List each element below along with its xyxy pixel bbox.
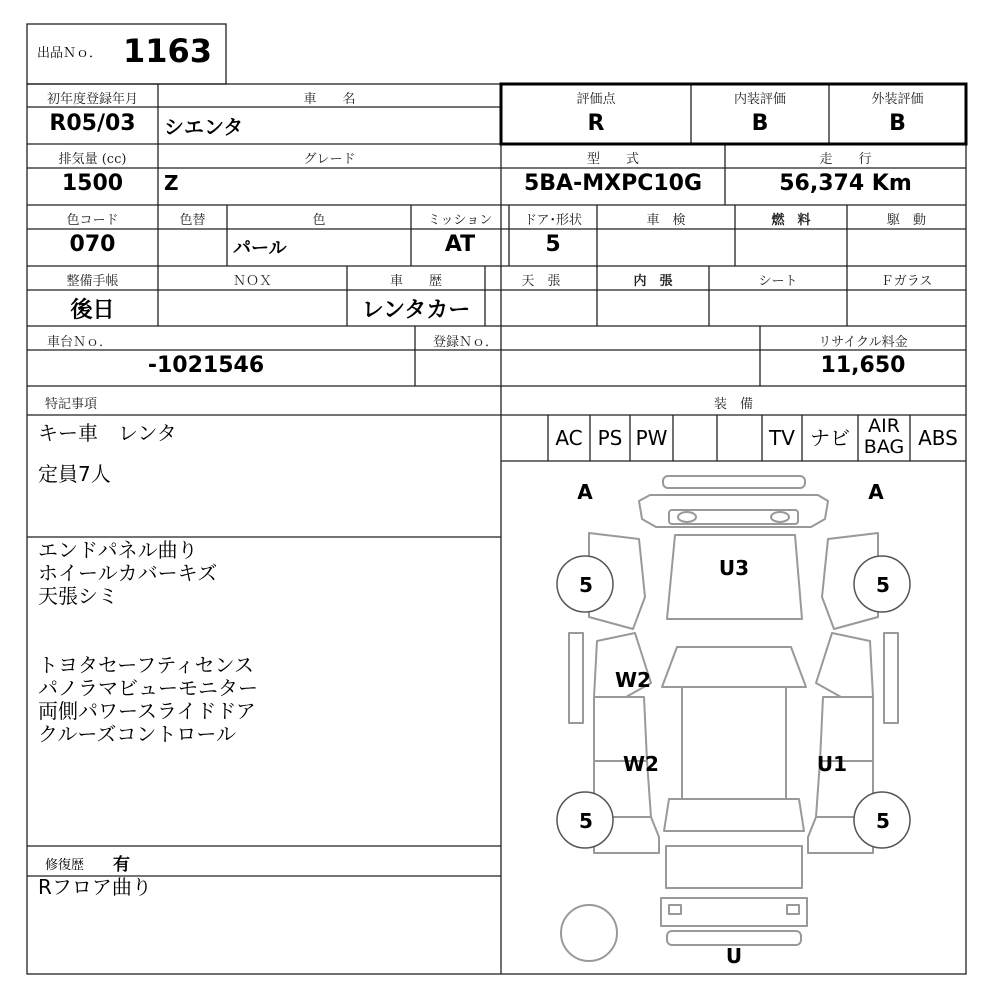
equipment-item-abs: ABS (918, 426, 958, 450)
repaint-label: 色替 (179, 213, 206, 228)
nox-cell (158, 266, 347, 326)
first-reg-label: 初年度登録年月 (46, 92, 138, 107)
roof (682, 687, 786, 799)
rear-bumper (661, 898, 807, 926)
registration-cell (415, 326, 760, 386)
rear-window (664, 799, 804, 831)
mark-wheel-fl: 5 (579, 573, 593, 597)
displacement-cell (27, 144, 158, 205)
notes-feature-3: 両側パワースライドドア (38, 699, 256, 723)
color-cell (227, 205, 411, 266)
recycle-fee-value: 11,650 (820, 353, 906, 378)
color-label: 色 (312, 213, 326, 228)
chassis-value: -1021546 (147, 353, 265, 378)
rear-bumper-bottom (667, 931, 801, 945)
front-glass-cell (847, 266, 966, 326)
inspection-label: 車 検 (646, 213, 686, 228)
mark-wheel-fr: 5 (876, 573, 890, 597)
rear-light-right (787, 905, 799, 914)
model-label: 型 式 (586, 152, 639, 167)
lot-label: 出品Ｎｏ． (37, 46, 103, 61)
car-diagram (501, 461, 966, 974)
service-record-cell (27, 266, 158, 326)
headliner-cell (485, 266, 597, 326)
right-mirror (884, 633, 898, 723)
mark-front-left-a: A (577, 480, 593, 504)
model-cell (501, 144, 725, 205)
score-label: 評価点 (576, 92, 616, 107)
mileage-cell (725, 144, 966, 205)
front-bumper-top (663, 476, 805, 488)
transmission-cell (411, 205, 509, 266)
repaint-cell (158, 205, 227, 266)
equipment-item-ac: AC (555, 426, 583, 450)
score-cell (501, 84, 691, 144)
grade-label: グレード (303, 152, 356, 167)
notes-label: 特記事項 (45, 397, 98, 412)
color-code-cell (27, 205, 158, 266)
rear-light-left (669, 905, 681, 914)
mark-front-door-left-w2: W2 (615, 668, 651, 692)
notes-header (27, 386, 501, 415)
first-reg-value: R05/03 (49, 111, 136, 136)
left-mirror (569, 633, 583, 723)
repair-value: 有 (113, 855, 130, 875)
drive-label: 駆 動 (886, 213, 926, 228)
fuel-cell (735, 205, 847, 266)
interior-score-value: B (751, 111, 769, 136)
notes-feature-1: トヨタセーフティセンス (38, 653, 254, 677)
grade-cell (158, 144, 501, 205)
mark-wheel-rr: 5 (876, 809, 890, 833)
equipment-item-airbag: AIR BAG (863, 415, 905, 458)
lot-cell (27, 24, 226, 84)
seat-cell (709, 266, 847, 326)
car-name-value: シエンタ (164, 115, 244, 139)
nox-label: ＮＯＸ (232, 274, 272, 289)
mileage-label: 走 行 (819, 152, 872, 167)
door-value: 5 (545, 232, 561, 257)
displacement-value: 1500 (61, 171, 124, 196)
mark-rear-door-left-w2: W2 (623, 752, 659, 776)
car-name-cell (158, 84, 501, 144)
vehicle-history-value: レンタカー (361, 298, 471, 323)
vehicle-history-label: 車 歴 (389, 274, 442, 289)
interior-score-label: 内装評価 (733, 92, 786, 107)
mark-front-right-a: A (868, 480, 884, 504)
color-code-label: 色コード (66, 213, 119, 228)
spare-tire (561, 905, 617, 961)
score-value: R (587, 111, 605, 136)
liftgate (666, 846, 802, 888)
color-value: パール (233, 238, 287, 259)
service-record-value: 後日 (70, 298, 115, 323)
headlight-left (678, 512, 696, 522)
lot-number: 1163 (123, 32, 213, 70)
chassis-cell (27, 326, 415, 386)
equipment-header (501, 386, 966, 415)
displacement-label: 排気量 (cc) (58, 152, 127, 167)
inspection-cell (597, 205, 735, 266)
notes-feature-4: クルーズコントロール (38, 722, 236, 746)
equipment-item-pw: PW (635, 426, 668, 450)
service-record-label: 整備手帳 (66, 274, 119, 289)
equipment-item-navi: ナビ (810, 426, 850, 450)
front-glass-label: Ｆガラス (880, 274, 933, 289)
mark-rear-door-right-u1: U1 (816, 752, 848, 776)
repair-label: 修復歴 (45, 858, 85, 873)
registration-label: 登録Ｎｏ． (433, 335, 499, 350)
transmission-label: ミッション (427, 213, 493, 228)
equipment-label: 装 備 (713, 397, 753, 412)
exterior-score-value: B (889, 111, 906, 136)
fuel-label: 燃 料 (771, 213, 811, 228)
door-cell (509, 205, 597, 266)
interior-score-cell (691, 84, 829, 144)
grade-value: Z (164, 171, 179, 195)
notes-damage-2: ホイールカバーキズ (38, 561, 218, 585)
right-front-pillar (816, 633, 873, 697)
headliner-label: 天 張 (521, 274, 561, 289)
exterior-score-label: 外装評価 (871, 92, 924, 107)
transmission-value: AT (444, 232, 476, 257)
headlight-right (771, 512, 789, 522)
exterior-score-cell (829, 84, 966, 144)
interior-trim-cell (597, 266, 709, 326)
notes-damage-1: エンドパネル曲り (38, 538, 198, 562)
equipment-item-ps: PS (597, 426, 623, 450)
drive-cell (847, 205, 966, 266)
color-code-value: 070 (69, 232, 116, 257)
model-value: 5BA-MXPC10G (523, 171, 703, 196)
notes-line-2: 定員7人 (38, 462, 111, 486)
repair-detail: Rフロア曲り (38, 875, 152, 899)
mark-rear-u: U (725, 944, 743, 968)
notes-feature-2: パノラマビューモニター (38, 676, 258, 700)
mark-wheel-rl: 5 (579, 809, 593, 833)
repair-header (27, 846, 501, 876)
mark-hood-u3: U3 (718, 556, 750, 580)
recycle-fee-cell (760, 326, 966, 386)
notes-damage-3: 天張シミ (38, 584, 118, 608)
windshield (662, 647, 806, 687)
car-name-label: 車 名 (303, 92, 356, 107)
vehicle-history-cell (347, 266, 485, 326)
equipment-item-tv: TV (769, 426, 795, 450)
mileage-value: 56,374 Km (779, 171, 912, 196)
door-label: ドア･形状 (523, 213, 583, 228)
notes-line-1: キー車 レンタ (38, 421, 177, 445)
interior-trim-label: 内 張 (633, 274, 673, 289)
seat-label: シート (758, 274, 798, 289)
chassis-label: 車台Ｎｏ． (47, 335, 113, 350)
recycle-fee-label: リサイクル料金 (818, 335, 908, 350)
first-reg-cell (27, 84, 158, 144)
